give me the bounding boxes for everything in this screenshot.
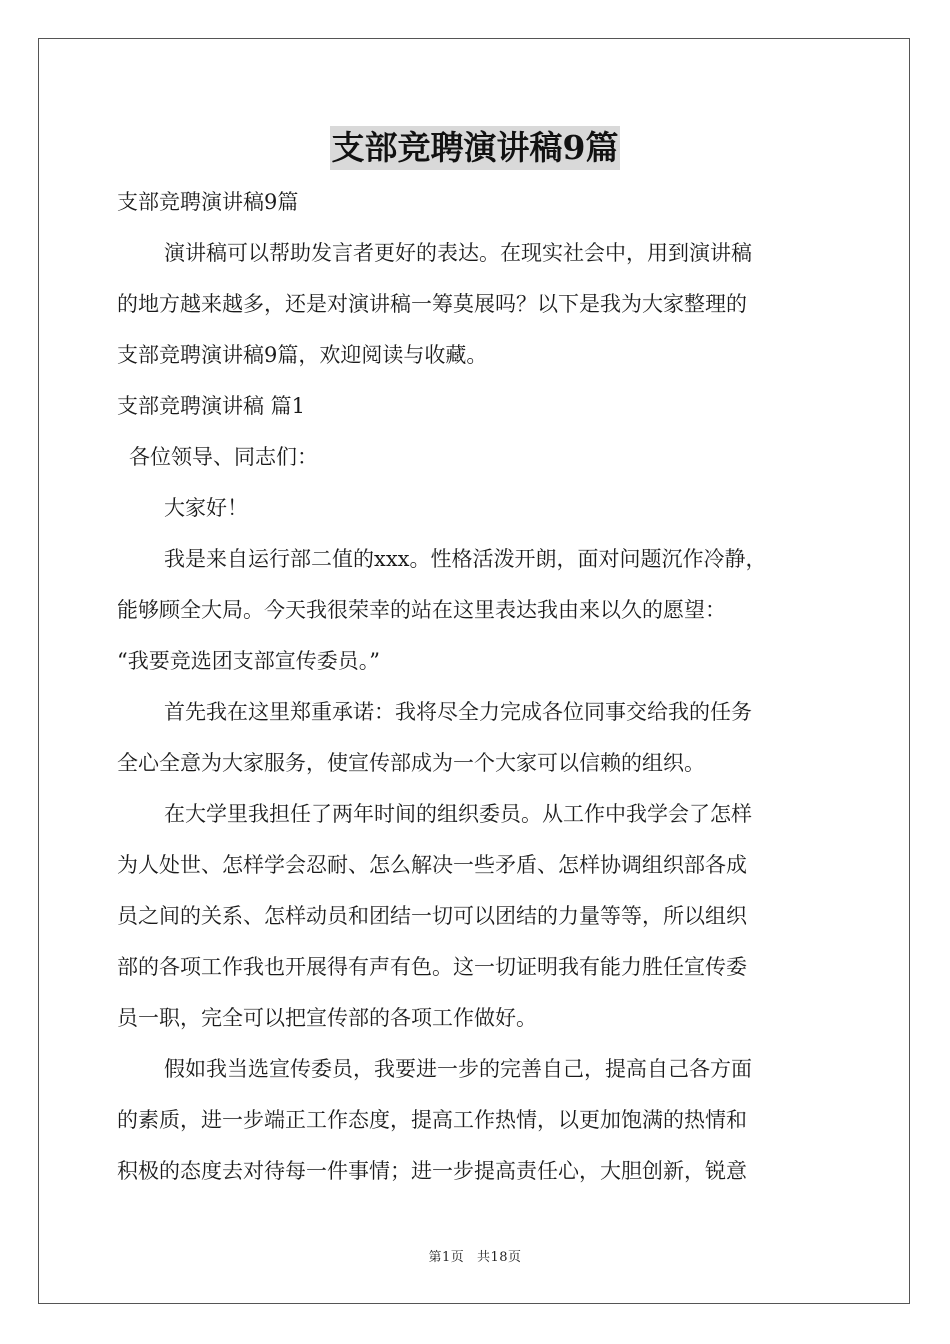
document-title: 支部竞聘演讲稿9篇 bbox=[330, 126, 621, 170]
text-line: 为人处世、怎样学会忍耐、怎么解决一些矛盾、怎样协调组织部各成 bbox=[117, 853, 747, 877]
text-line: 积极的态度去对待每一件事情；进一步提高责任心，大胆创新，锐意 bbox=[117, 1159, 747, 1183]
text-line: 支部竞聘演讲稿 篇1 bbox=[117, 394, 306, 418]
text-line: 全心全意为大家服务，使宣传部成为一个大家可以信赖的组织。 bbox=[117, 751, 705, 775]
text-line: 员一职，完全可以把宣传部的各项工作做好。 bbox=[117, 1006, 537, 1030]
text-line: 能够顾全大局。今天我很荣幸的站在这里表达我由来以久的愿望： bbox=[117, 598, 726, 622]
text-line: 首先我在这里郑重承诺：我将尽全力完成各位同事交给我的任务 bbox=[164, 700, 752, 724]
text-line: 支部竞聘演讲稿9篇 bbox=[117, 190, 299, 214]
text-line: 我是来自运行部二值的xxx。性格活泼开朗，面对问题沉作冷静， bbox=[164, 547, 767, 571]
text-line: 演讲稿可以帮助发言者更好的表达。在现实社会中，用到演讲稿 bbox=[164, 241, 752, 265]
text-line: 的地方越来越多，还是对演讲稿一筹莫展吗？以下是我为大家整理的 bbox=[117, 292, 747, 316]
document-body bbox=[117, 177, 837, 1197]
text-line: 的素质，进一步端正工作态度，提高工作热情，以更加饱满的热情和 bbox=[117, 1108, 747, 1132]
text-line: 员之间的关系、怎样动员和团结一切可以团结的力量等等，所以组织 bbox=[117, 904, 747, 928]
page-number: 第1页 bbox=[428, 1250, 465, 1265]
page-total: 共18页 bbox=[476, 1250, 522, 1265]
title-container bbox=[0, 126, 950, 170]
text-line: 大家好！ bbox=[164, 496, 248, 520]
text-line: 部的各项工作我也开展得有声有色。这一切证明我有能力胜任宣传委 bbox=[117, 955, 747, 979]
text-line: 支部竞聘演讲稿9篇，欢迎阅读与收藏。 bbox=[117, 343, 488, 367]
page-footer bbox=[0, 1246, 950, 1265]
text-line: 在大学里我担任了两年时间的组织委员。从工作中我学会了怎样 bbox=[164, 802, 752, 826]
text-line: 假如我当选宣传委员，我要进一步的完善自己，提高自己各方面 bbox=[164, 1057, 752, 1081]
text-line: “我要竞选团支部宣传委员。” bbox=[117, 649, 380, 673]
text-line: 各位领导、同志们： bbox=[129, 445, 318, 469]
